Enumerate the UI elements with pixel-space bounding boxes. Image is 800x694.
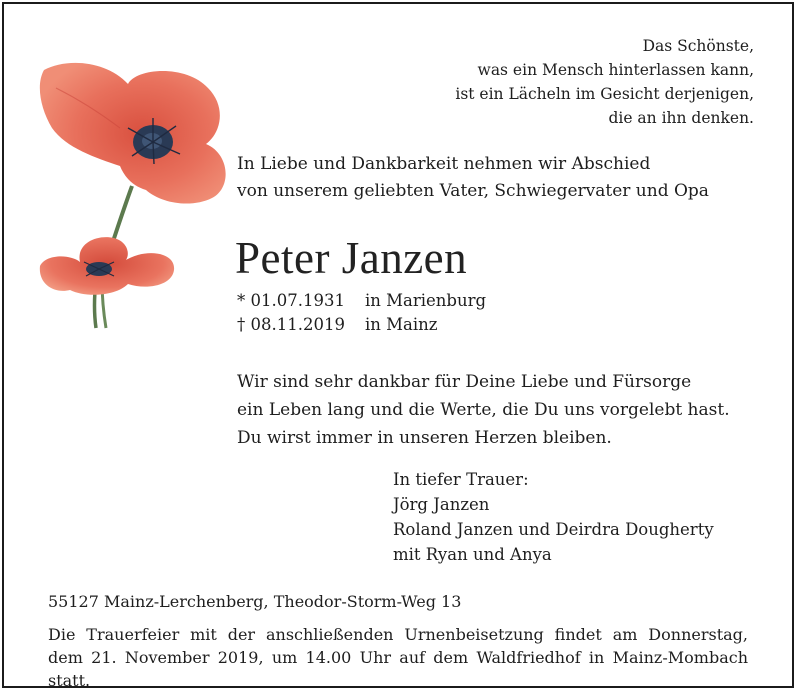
large-poppy-icon <box>40 63 226 204</box>
service-line: Die Trauerfeier mit der anschließenden Urnenbeisetzung findet am Donnerstag, <box>48 625 748 644</box>
quote-line: was ein Mensch hinterlassen kann, <box>477 61 754 79</box>
memorial-quote <box>455 34 754 130</box>
family-message <box>237 368 730 452</box>
birth-place: in Marienburg <box>365 291 487 310</box>
quote-line: die an ihn denken. <box>608 109 754 127</box>
quote-line: Das Schönste, <box>642 37 754 55</box>
quote-line: ist ein Lächeln im Gesicht derjenigen, <box>455 85 754 103</box>
service-line: dem 21. November 2019, um 14.00 Uhr auf dem Waldfriedhof in Mainz-Mombach statt. <box>48 648 748 690</box>
death-row <box>237 313 486 337</box>
mourners-list <box>393 467 714 567</box>
family-address: 55127 Mainz-Lerchenberg, Theodor-Storm-Weg 13 <box>48 592 462 611</box>
life-dates <box>237 289 486 337</box>
birth-date: * 01.07.1931 <box>237 291 345 310</box>
birth-row <box>237 289 486 313</box>
small-poppy-icon <box>40 237 174 295</box>
message-line: Wir sind sehr dankbar für Deine Liebe und Fürsorge <box>237 372 692 392</box>
intro-line: von unserem geliebten Vater, Schwiegervater und Opa <box>237 181 709 201</box>
deceased-name: Peter Janzen <box>235 233 468 283</box>
mourner-name: Jörg Janzen <box>393 495 490 514</box>
intro-line: In Liebe und Dankbarkeit nehmen wir Abschied <box>237 154 651 174</box>
poppy-flowers-illustration <box>36 58 236 338</box>
message-line: ein Leben lang und die Werte, die Du uns vorgelebt hast. <box>237 400 730 420</box>
death-place: in Mainz <box>365 315 438 334</box>
death-date: † 08.11.2019 <box>237 315 345 334</box>
mourner-name: Roland Janzen und Deirdra Dougherty <box>393 520 714 539</box>
funeral-service-notice <box>48 623 748 692</box>
farewell-intro <box>237 151 709 205</box>
mourners-heading: In tiefer Trauer: <box>393 470 529 489</box>
mourner-name: mit Ryan und Anya <box>393 545 552 564</box>
message-line: Du wirst immer in unseren Herzen bleiben. <box>237 428 612 448</box>
